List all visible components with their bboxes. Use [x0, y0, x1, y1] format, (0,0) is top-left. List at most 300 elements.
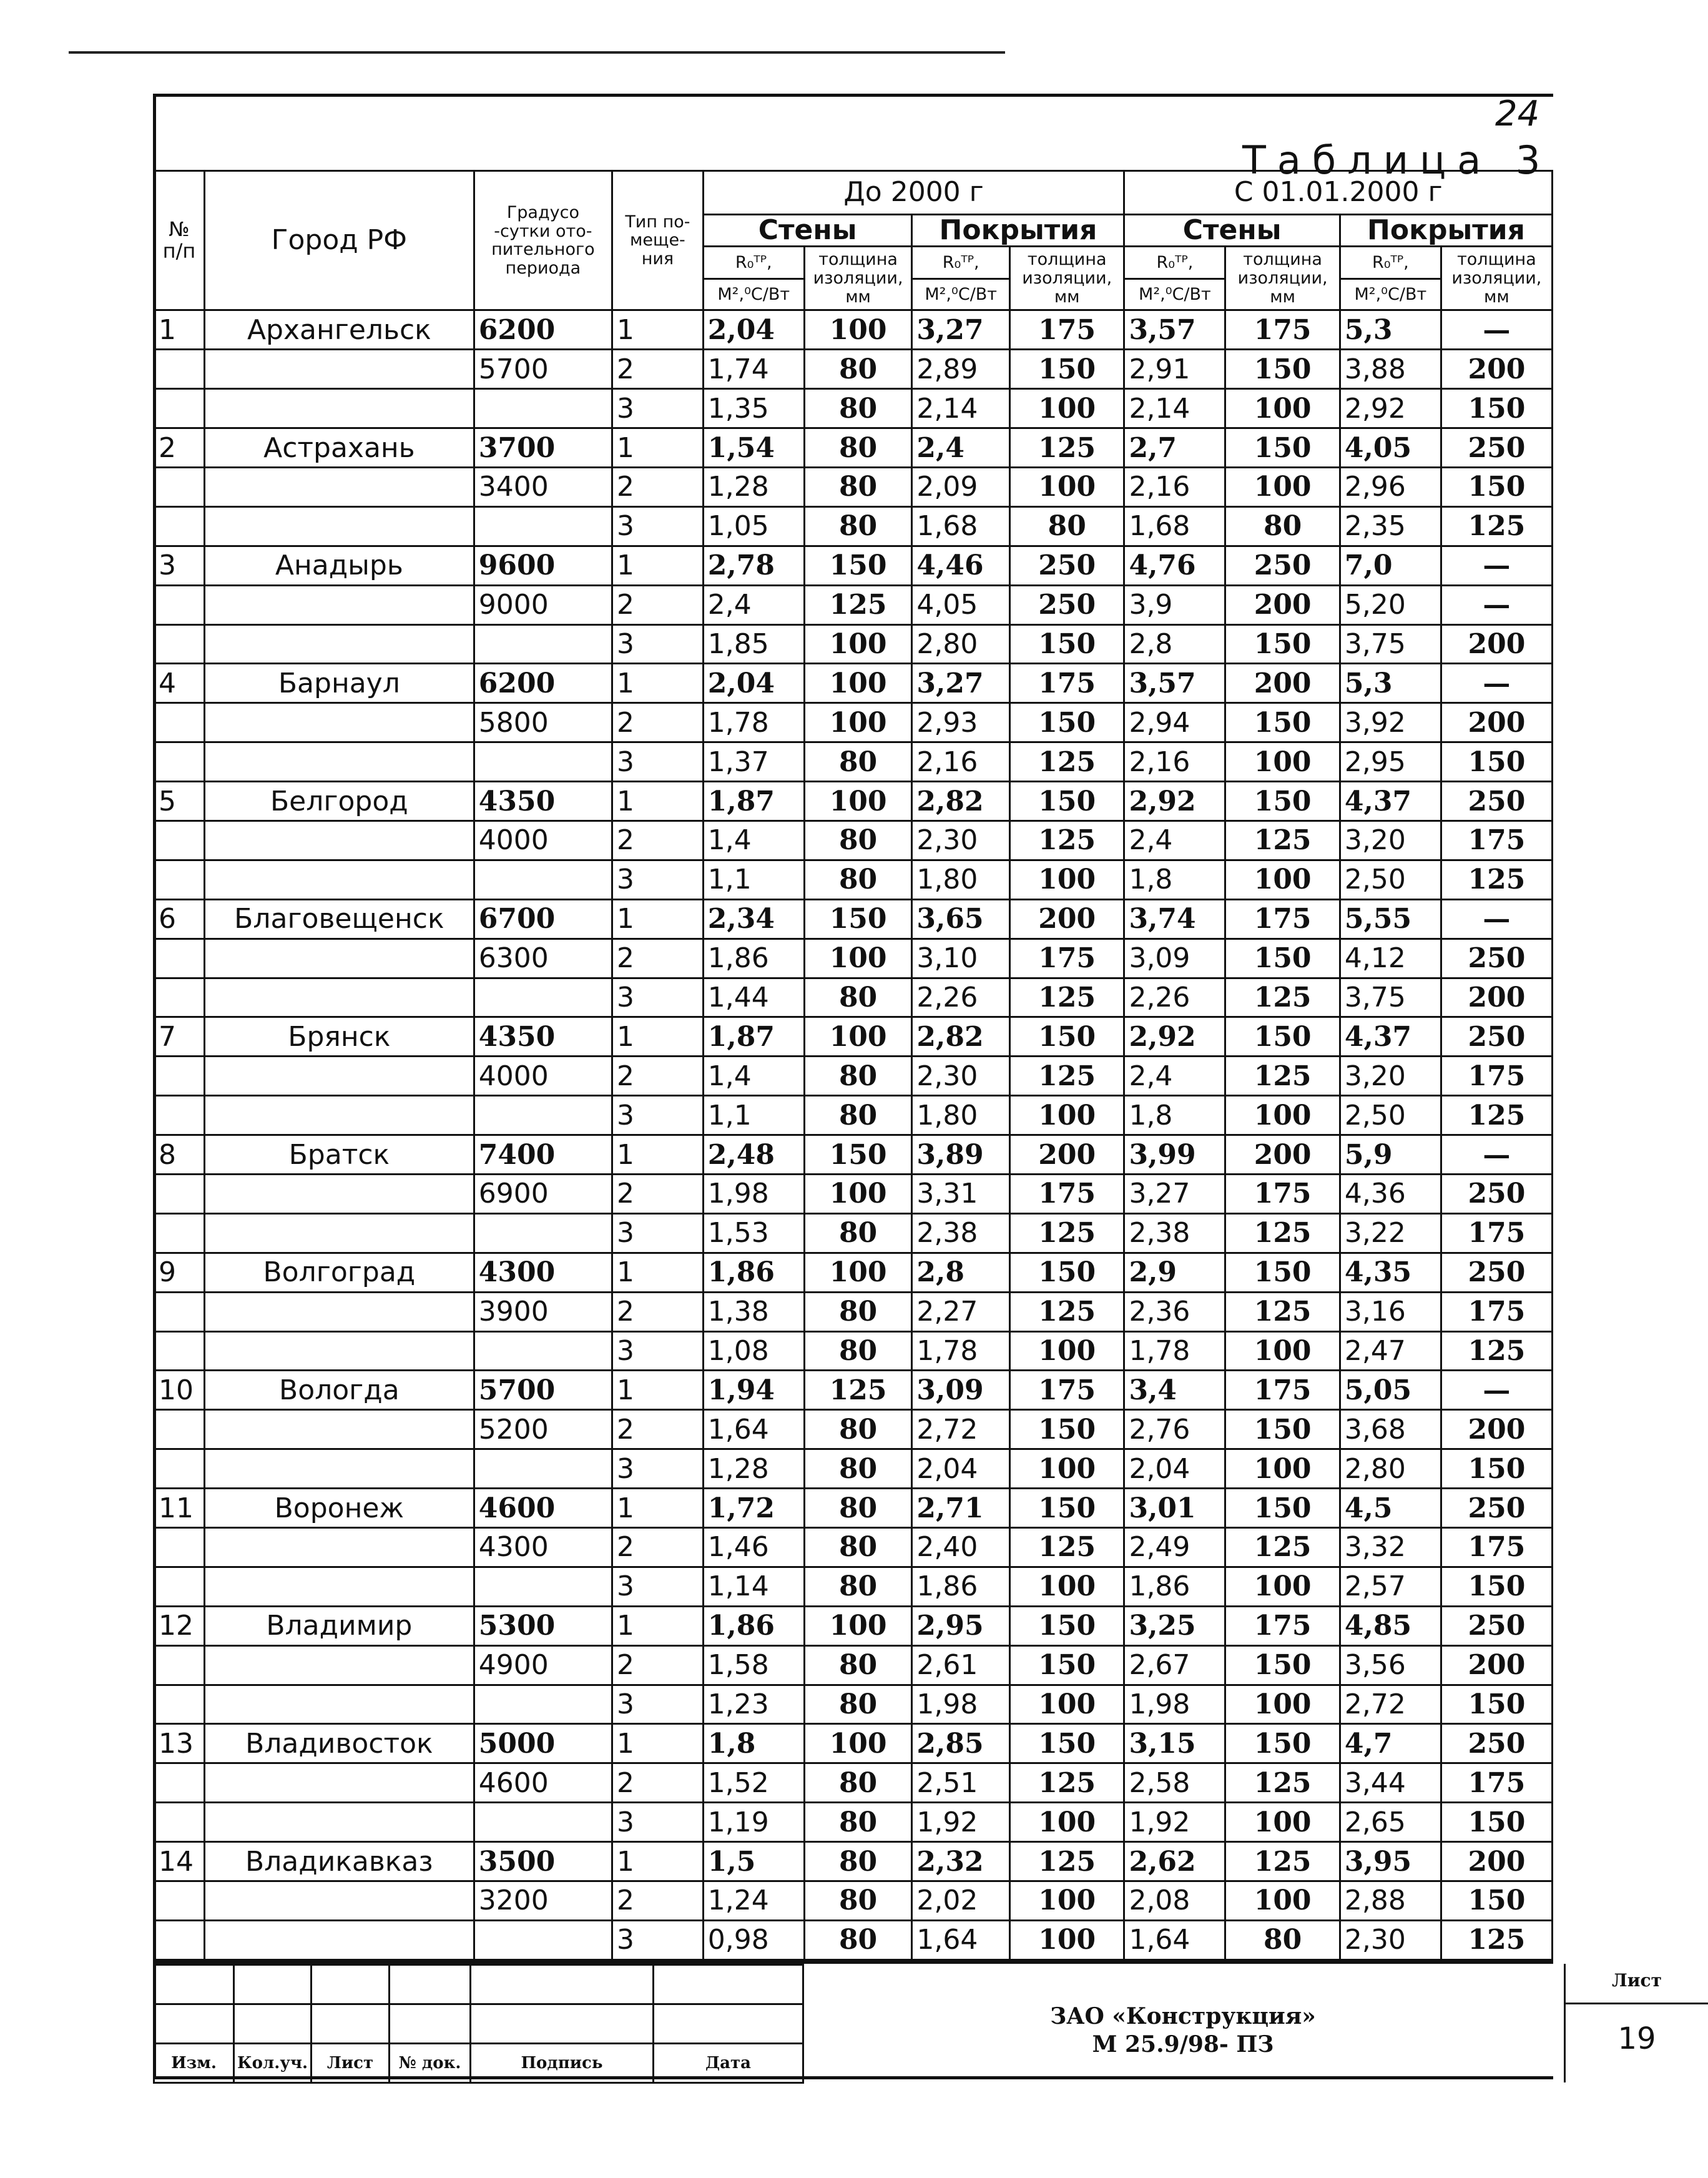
roof-resistance-old: 2,40 [912, 1528, 1010, 1567]
revision-grid [153, 1964, 804, 2084]
roof-resistance-old: 1,68 [912, 506, 1010, 546]
wall-resistance-old: 1,52 [703, 1763, 804, 1803]
col-gsop-header: Градусо -сутки ото- пительного периода [474, 171, 612, 310]
row-number [154, 1096, 205, 1135]
room-type: 1 [612, 546, 704, 585]
wall-resistance-new: 2,38 [1124, 1213, 1225, 1253]
roof-resistance-new: 2,50 [1340, 860, 1441, 899]
table-caption: Таблица 3 [1242, 137, 1552, 183]
wall-thickness-old: 100 [804, 1174, 912, 1213]
room-type: 3 [612, 1331, 704, 1371]
room-type: 1 [612, 1371, 704, 1410]
room-type: 1 [612, 1253, 704, 1292]
wall-resistance-old: 1,86 [703, 1606, 804, 1645]
wall-thickness-old: 100 [804, 703, 912, 742]
roofs-header-2: Покрытия [1340, 215, 1552, 247]
roof-resistance-new: 2,30 [1340, 1920, 1441, 1959]
room-type: 3 [612, 1803, 704, 1842]
wall-thickness-new: 125 [1225, 978, 1340, 1017]
city-name: Анадырь [204, 546, 474, 585]
roof-resistance-old: 2,30 [912, 1057, 1010, 1096]
insulation-table [153, 170, 1553, 1961]
degree-days: 9600 [474, 546, 612, 585]
city-name [204, 624, 474, 664]
roof-thickness-old: 100 [1009, 1096, 1124, 1135]
wall-resistance-old: 1,94 [703, 1371, 804, 1410]
roof-resistance-new: 2,92 [1340, 389, 1441, 428]
wall-resistance-old: 1,8 [703, 1724, 804, 1763]
roof-thickness-old: 175 [1009, 310, 1124, 350]
roof-resistance-new: 2,57 [1340, 1567, 1441, 1606]
row-number: 10 [154, 1371, 205, 1410]
col-num-header: № п/п [154, 171, 205, 310]
degree-days [474, 1685, 612, 1724]
roof-resistance-old: 2,80 [912, 624, 1010, 664]
room-type: 2 [612, 1528, 704, 1567]
table-row [154, 350, 1553, 389]
roof-resistance-new: 2,72 [1340, 1685, 1441, 1724]
wall-thickness-new: 150 [1225, 1253, 1340, 1292]
roof-thickness-new: 125 [1441, 1920, 1552, 1959]
roof-thickness-old: 175 [1009, 1371, 1124, 1410]
roof-resistance-new: 3,88 [1340, 350, 1441, 389]
table-row [154, 1449, 1553, 1489]
table-body [154, 310, 1553, 1959]
row-number: 2 [154, 428, 205, 468]
wall-thickness-new: 100 [1225, 1685, 1340, 1724]
wall-thickness-new: 125 [1225, 1213, 1340, 1253]
city-name [204, 1920, 474, 1959]
wall-resistance-old: 1,1 [703, 1096, 804, 1135]
wall-thickness-old: 80 [804, 1842, 912, 1881]
city-name [204, 1057, 474, 1096]
row-number [154, 1803, 205, 1842]
city-name [204, 939, 474, 978]
roof-thickness-new: 175 [1441, 820, 1552, 860]
table-row [154, 1292, 1553, 1331]
roof-thickness-old: 150 [1009, 624, 1124, 664]
wall-resistance-new: 2,4 [1124, 820, 1225, 860]
row-number: 12 [154, 1606, 205, 1645]
wall-thickness-new: 125 [1225, 1528, 1340, 1567]
roof-resistance-new: 3,95 [1340, 1842, 1441, 1881]
wall-resistance-new: 2,26 [1124, 978, 1225, 1017]
wall-thickness-old: 80 [804, 1410, 912, 1449]
city-name: Благовещенск [204, 899, 474, 939]
wall-resistance-new: 3,01 [1124, 1489, 1225, 1528]
table-row [154, 1057, 1553, 1096]
wall-thickness-new: 150 [1225, 350, 1340, 389]
wall-resistance-new: 1,68 [1124, 506, 1225, 546]
wall-resistance-old: 1,44 [703, 978, 804, 1017]
wall-thickness-old: 100 [804, 310, 912, 350]
roof-resistance-new: 4,85 [1340, 1606, 1441, 1645]
wall-thickness-old: 100 [804, 664, 912, 703]
organization-block [802, 2003, 1564, 2059]
roof-resistance-new: 3,75 [1340, 978, 1441, 1017]
city-name [204, 350, 474, 389]
table-row [154, 939, 1553, 978]
row-number: 14 [154, 1842, 205, 1881]
row-number: 3 [154, 546, 205, 585]
table-row [154, 1096, 1553, 1135]
city-name: Астрахань [204, 428, 474, 468]
wall-thickness-old: 80 [804, 1489, 912, 1528]
roof-thickness-new: 125 [1441, 1096, 1552, 1135]
roof-thickness-new: 125 [1441, 860, 1552, 899]
r-label: R₀ᵀᴾ, [1124, 247, 1225, 279]
r-label: R₀ᵀᴾ, [703, 247, 804, 279]
roof-thickness-old: 100 [1009, 1567, 1124, 1606]
degree-days [474, 1449, 612, 1489]
wall-thickness-old: 80 [804, 1685, 912, 1724]
room-type: 2 [612, 1881, 704, 1921]
row-number [154, 1410, 205, 1449]
roof-thickness-new: — [1441, 899, 1552, 939]
wall-thickness-old: 100 [804, 1606, 912, 1645]
roof-resistance-old: 2,38 [912, 1213, 1010, 1253]
degree-days: 6700 [474, 899, 612, 939]
roof-resistance-old: 2,82 [912, 1017, 1010, 1057]
roof-resistance-old: 1,92 [912, 1803, 1010, 1842]
roof-thickness-new: 150 [1441, 1803, 1552, 1842]
roof-resistance-old: 2,89 [912, 350, 1010, 389]
wall-resistance-new: 1,8 [1124, 1096, 1225, 1135]
roof-resistance-new: 3,16 [1340, 1292, 1441, 1331]
roof-resistance-new: 3,44 [1340, 1763, 1441, 1803]
city-name [204, 1881, 474, 1921]
roof-resistance-old: 2,26 [912, 978, 1010, 1017]
degree-days [474, 1567, 612, 1606]
room-type: 3 [612, 1920, 704, 1959]
roof-resistance-old: 2,16 [912, 742, 1010, 782]
wall-thickness-new: 100 [1225, 1881, 1340, 1921]
roof-thickness-old: 125 [1009, 1842, 1124, 1881]
roof-resistance-old: 4,46 [912, 546, 1010, 585]
roof-resistance-old: 2,30 [912, 820, 1010, 860]
table-row [154, 1135, 1553, 1175]
wall-resistance-old: 1,87 [703, 782, 804, 821]
table-row [154, 467, 1553, 506]
wall-thickness-new: 125 [1225, 1763, 1340, 1803]
degree-days [474, 742, 612, 782]
col-city-header: Город РФ [204, 171, 474, 310]
degree-days: 6900 [474, 1174, 612, 1213]
wall-thickness-new: 100 [1225, 860, 1340, 899]
room-type: 3 [612, 860, 704, 899]
roof-thickness-new: 200 [1441, 1410, 1552, 1449]
roof-resistance-new: 2,80 [1340, 1449, 1441, 1489]
room-type: 2 [612, 703, 704, 742]
degree-days: 4350 [474, 1017, 612, 1057]
roof-thickness-new: 200 [1441, 703, 1552, 742]
table-row [154, 899, 1553, 939]
degree-days: 4000 [474, 820, 612, 860]
roof-thickness-new: 200 [1441, 1645, 1552, 1685]
row-number [154, 1763, 205, 1803]
wall-resistance-old: 1,23 [703, 1685, 804, 1724]
roof-thickness-old: 175 [1009, 1174, 1124, 1213]
wall-resistance-old: 1,86 [703, 1253, 804, 1292]
degree-days: 4900 [474, 1645, 612, 1685]
wall-resistance-old: 1,78 [703, 703, 804, 742]
label-list: Лист [312, 2044, 390, 2083]
table-row [154, 389, 1553, 428]
roof-resistance-old: 2,14 [912, 389, 1010, 428]
wall-thickness-old: 80 [804, 978, 912, 1017]
room-type: 2 [612, 1410, 704, 1449]
roof-resistance-new: 4,05 [1340, 428, 1441, 468]
city-name [204, 1449, 474, 1489]
roof-thickness-old: 125 [1009, 742, 1124, 782]
roof-thickness-old: 100 [1009, 1685, 1124, 1724]
roof-thickness-old: 100 [1009, 1803, 1124, 1842]
roof-thickness-new: 125 [1441, 1331, 1552, 1371]
roof-resistance-new: 3,92 [1340, 703, 1441, 742]
room-type: 1 [612, 428, 704, 468]
degree-days: 4600 [474, 1763, 612, 1803]
roof-resistance-new: 4,37 [1340, 782, 1441, 821]
table-row [154, 1881, 1553, 1921]
roof-thickness-new: 175 [1441, 1292, 1552, 1331]
period-from-2000: С 01.01.2000 г [1124, 171, 1553, 215]
degree-days: 6200 [474, 664, 612, 703]
roof-resistance-new: 3,68 [1340, 1410, 1441, 1449]
roof-resistance-new: 3,20 [1340, 1057, 1441, 1096]
degree-days: 5000 [474, 1724, 612, 1763]
wall-thickness-old: 80 [804, 1881, 912, 1921]
label-doc-no: № док. [390, 2044, 471, 2083]
wall-thickness-old: 80 [804, 1057, 912, 1096]
wall-thickness-new: 125 [1225, 820, 1340, 860]
wall-resistance-old: 1,19 [703, 1803, 804, 1842]
table-row [154, 1685, 1553, 1724]
roof-resistance-new: 4,36 [1340, 1174, 1441, 1213]
roof-thickness-new: 175 [1441, 1213, 1552, 1253]
wall-resistance-new: 1,98 [1124, 1685, 1225, 1724]
roof-resistance-new: 3,32 [1340, 1528, 1441, 1567]
room-type: 1 [612, 664, 704, 703]
roof-resistance-old: 1,78 [912, 1331, 1010, 1371]
wall-resistance-old: 1,72 [703, 1489, 804, 1528]
table-row [154, 428, 1553, 468]
row-number [154, 703, 205, 742]
table-row [154, 664, 1553, 703]
wall-thickness-new: 150 [1225, 428, 1340, 468]
wall-thickness-old: 80 [804, 1920, 912, 1959]
roof-resistance-old: 3,65 [912, 899, 1010, 939]
wall-thickness-new: 100 [1225, 1449, 1340, 1489]
city-name: Владикавказ [204, 1842, 474, 1881]
sheet-divider [1566, 2003, 1708, 2004]
roof-thickness-new: 250 [1441, 1174, 1552, 1213]
city-name [204, 978, 474, 1017]
wall-resistance-old: 1,46 [703, 1528, 804, 1567]
wall-thickness-new: 150 [1225, 703, 1340, 742]
roof-resistance-new: 2,47 [1340, 1331, 1441, 1371]
row-number [154, 1449, 205, 1489]
row-number: 9 [154, 1253, 205, 1292]
roof-thickness-new: 150 [1441, 1449, 1552, 1489]
table-row [154, 1920, 1553, 1959]
label-kol-uch: Кол.уч. [234, 2044, 312, 2083]
wall-thickness-old: 100 [804, 1724, 912, 1763]
wall-thickness-old: 100 [804, 624, 912, 664]
roof-resistance-new: 4,35 [1340, 1253, 1441, 1292]
wall-resistance-old: 1,64 [703, 1410, 804, 1449]
room-type: 2 [612, 1292, 704, 1331]
table-row [154, 1213, 1553, 1253]
city-name [204, 742, 474, 782]
roof-resistance-old: 1,80 [912, 1096, 1010, 1135]
wall-thickness-old: 80 [804, 1763, 912, 1803]
document-code: М 25.9/98- ПЗ [1092, 2031, 1274, 2057]
wall-thickness-new: 125 [1225, 1057, 1340, 1096]
wall-thickness-new: 100 [1225, 467, 1340, 506]
city-name: Белгород [204, 782, 474, 821]
row-number: 13 [154, 1724, 205, 1763]
wall-thickness-new: 200 [1225, 664, 1340, 703]
wall-thickness-new: 200 [1225, 1135, 1340, 1175]
degree-days [474, 1213, 612, 1253]
roof-thickness-new: 250 [1441, 939, 1552, 978]
thickness-header: толщина изоляции, мм [1441, 247, 1552, 310]
degree-days: 4300 [474, 1528, 612, 1567]
row-number [154, 467, 205, 506]
wall-resistance-new: 2,14 [1124, 389, 1225, 428]
city-name [204, 860, 474, 899]
table-row [154, 585, 1553, 624]
roof-thickness-new: 175 [1441, 1763, 1552, 1803]
label-signature: Подпись [471, 2044, 654, 2083]
roof-thickness-old: 125 [1009, 820, 1124, 860]
table-row [154, 782, 1553, 821]
city-name: Брянск [204, 1017, 474, 1057]
degree-days: 6300 [474, 939, 612, 978]
table-row [154, 1528, 1553, 1567]
city-name [204, 389, 474, 428]
degree-days: 5700 [474, 1371, 612, 1410]
wall-resistance-new: 2,67 [1124, 1645, 1225, 1685]
roof-resistance-new: 5,05 [1340, 1371, 1441, 1410]
roof-resistance-old: 2,61 [912, 1645, 1010, 1685]
wall-thickness-old: 80 [804, 1213, 912, 1253]
roof-thickness-new: 250 [1441, 428, 1552, 468]
sheet-cell [1564, 1964, 1708, 2082]
degree-days: 5700 [474, 350, 612, 389]
wall-thickness-old: 80 [804, 742, 912, 782]
room-type: 1 [612, 1489, 704, 1528]
wall-resistance-old: 1,53 [703, 1213, 804, 1253]
degree-days: 6200 [474, 310, 612, 350]
room-type: 1 [612, 310, 704, 350]
room-type: 3 [612, 389, 704, 428]
degree-days: 3500 [474, 1842, 612, 1881]
wall-resistance-new: 3,57 [1124, 664, 1225, 703]
roof-thickness-new: — [1441, 1135, 1552, 1175]
label-date: Дата [654, 2044, 803, 2083]
table-row [154, 703, 1553, 742]
wall-resistance-new: 2,62 [1124, 1842, 1225, 1881]
wall-resistance-old: 1,4 [703, 1057, 804, 1096]
roof-resistance-new: 3,75 [1340, 624, 1441, 664]
city-name [204, 1174, 474, 1213]
wall-thickness-old: 80 [804, 1449, 912, 1489]
wall-thickness-old: 125 [804, 585, 912, 624]
wall-thickness-new: 175 [1225, 310, 1340, 350]
room-type: 2 [612, 1763, 704, 1803]
roof-resistance-new: 5,20 [1340, 585, 1441, 624]
city-name [204, 467, 474, 506]
degree-days [474, 624, 612, 664]
degree-days: 5300 [474, 1606, 612, 1645]
wall-resistance-new: 2,8 [1124, 624, 1225, 664]
city-name [204, 1410, 474, 1449]
wall-thickness-new: 150 [1225, 1410, 1340, 1449]
wall-resistance-new: 2,7 [1124, 428, 1225, 468]
wall-resistance-old: 1,28 [703, 467, 804, 506]
roof-resistance-old: 3,27 [912, 310, 1010, 350]
room-type: 3 [612, 1567, 704, 1606]
thickness-header: толщина изоляции, мм [1225, 247, 1340, 310]
wall-resistance-new: 2,08 [1124, 1881, 1225, 1921]
wall-resistance-new: 4,76 [1124, 546, 1225, 585]
row-number [154, 1174, 205, 1213]
wall-thickness-new: 150 [1225, 624, 1340, 664]
degree-days [474, 389, 612, 428]
wall-resistance-old: 0,98 [703, 1920, 804, 1959]
city-name [204, 1292, 474, 1331]
wall-resistance-new: 1,78 [1124, 1331, 1225, 1371]
roof-resistance-new: 2,96 [1340, 467, 1441, 506]
walls-header-1: Стены [703, 215, 912, 247]
degree-days [474, 860, 612, 899]
row-number: 6 [154, 899, 205, 939]
wall-resistance-new: 2,04 [1124, 1449, 1225, 1489]
table-row [154, 1489, 1553, 1528]
row-number: 1 [154, 310, 205, 350]
roof-resistance-new: 2,35 [1340, 506, 1441, 546]
roof-thickness-old: 100 [1009, 1449, 1124, 1489]
wall-resistance-new: 3,4 [1124, 1371, 1225, 1410]
table-row [154, 310, 1553, 350]
roof-resistance-old: 2,4 [912, 428, 1010, 468]
degree-days: 4000 [474, 1057, 612, 1096]
table-row [154, 546, 1553, 585]
row-number [154, 978, 205, 1017]
row-number: 11 [154, 1489, 205, 1528]
row-number [154, 939, 205, 978]
roof-thickness-old: 125 [1009, 1213, 1124, 1253]
roof-thickness-new: 200 [1441, 624, 1552, 664]
roof-thickness-new: 250 [1441, 1253, 1552, 1292]
wall-resistance-new: 2,49 [1124, 1528, 1225, 1567]
wall-resistance-old: 1,35 [703, 389, 804, 428]
roof-thickness-old: 100 [1009, 1920, 1124, 1959]
wall-thickness-new: 150 [1225, 782, 1340, 821]
room-type: 2 [612, 1174, 704, 1213]
roof-resistance-old: 3,10 [912, 939, 1010, 978]
roof-thickness-new: — [1441, 546, 1552, 585]
wall-resistance-old: 1,54 [703, 428, 804, 468]
city-name: Владимир [204, 1606, 474, 1645]
roof-resistance-new: 5,3 [1340, 664, 1441, 703]
roof-thickness-new: 250 [1441, 1724, 1552, 1763]
wall-thickness-new: 150 [1225, 1017, 1340, 1057]
roof-resistance-old: 1,98 [912, 1685, 1010, 1724]
wall-resistance-old: 1,08 [703, 1331, 804, 1371]
room-type: 3 [612, 742, 704, 782]
